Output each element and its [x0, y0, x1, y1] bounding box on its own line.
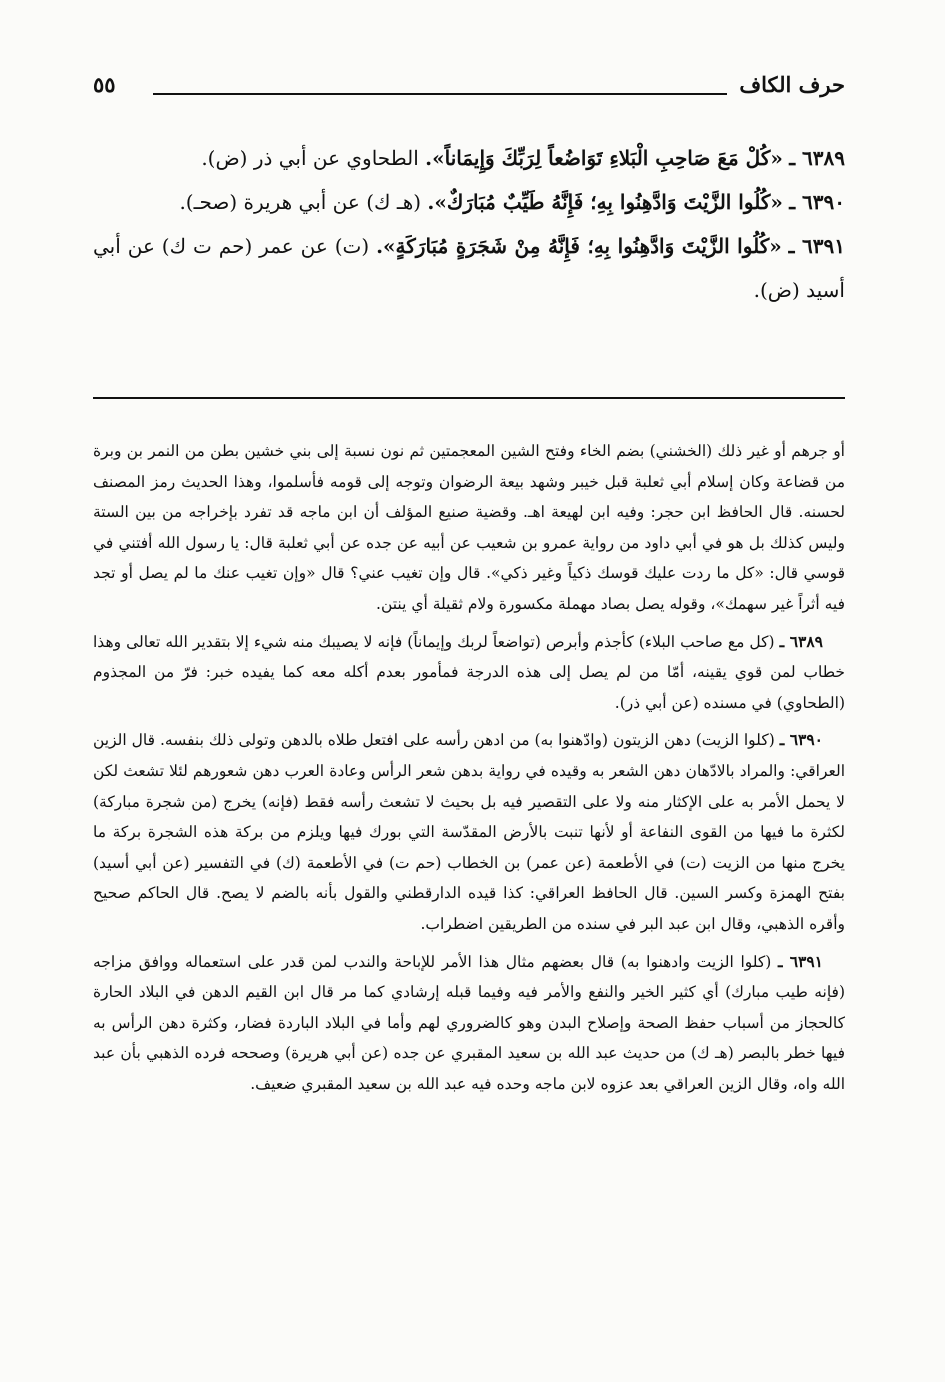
header-rule	[153, 93, 727, 95]
hadith-number: ٦٣٩١ ـ	[788, 234, 846, 258]
hadith-entry	[93, 180, 845, 224]
commentary-text: (كل مع صاحب البلاء) كأجذم وأبرص (تواضعاً لربك وإيماناً) فإنه لا يصيبك منه شيء إلا بتقدير الله تعالى وهذا خطاب لمن قوي يقينه، أمّا من لم يصل إلى هذه الدرجة فمأمور بعدم أكله معه كما يفيده خبر: فرّ من المجذوم (الطحاوي) في مسنده (عن أبي ذر).	[93, 632, 845, 712]
commentary-number: ٦٣٨٩ ـ	[779, 631, 824, 651]
chapter-title: حرف الكاف	[731, 72, 845, 97]
hadith-number: ٦٣٨٩ ـ	[789, 146, 845, 170]
commentary-text: أو جرهم أو غير ذلك (الخشني) بضم الخاء وفتح الشين المعجمتين ثم نون نسبة إلى بني خشين بطن من النمر بن وبرة من قضاعة وكان إسلام أبي ثعلبة قبل خيبر وشهد بيعة الرضوان وتوجه إلى قومه فأسلموا، وهذا الحديث رمز المصنف لحسنه. قال الحافظ ابن حجر: وفيه ابن لهيعة اهـ. وقضية صنيع المؤلف أن ابن ماجه قد تفرد بإخراجه من بين الستة وليس كذلك بل هو في أبي داود من رواية عمرو بن شعيب عن أبيه عن جده عن أبي ثعلبة قال: يا رسول الله أفتني في قوسي قال: «كل ما ردت عليك قوسك ذكياً وغير ذكي». قال وإن تغيب عني؟ قال «وإن تغيب عنك ما لم يصل أو تجد فيه أثراً غير سهمك»، وقوله يصل بصاد مهملة مكسورة ولام ثقيلة أي ينتن.	[93, 442, 845, 613]
hadith-entry	[93, 136, 845, 180]
commentary-number: ٦٣٩١ ـ	[778, 951, 823, 971]
section-divider	[93, 397, 845, 399]
commentary-number: ٦٣٩٠ ـ	[779, 730, 824, 750]
hadith-number: ٦٣٩٠ ـ	[789, 190, 845, 214]
page-number: ٥٥	[93, 72, 116, 97]
hadith-source: (ت) عن عمر (حم ت ك) عن أبي أسيد (ض).	[93, 234, 845, 302]
commentary-paragraph	[93, 947, 845, 1100]
commentary-paragraph	[93, 436, 845, 620]
hadith-list	[93, 136, 845, 312]
commentary-section	[93, 436, 845, 1106]
commentary-text: (كلوا الزيت وادهنوا به) قال بعضهم مثال هذا الأمر للإباحة والندب لمن قدر على استعماله ووافق مزاجه (فإنه طيب مبارك) أي كثير الخير والنفع والأمر فيه وفيما قبله إرشادي كما مر قال ابن القيم الدهن في البلاد الحارة كالحجاز من أسباب حفظ الصحة وإصلاح البدن وهو كالضروري لهم وأما في البلاد الباردة فضار، وكثرة دهن الرأس به فيها خطر بالبصر (هـ ك) من حديث عبد الله بن سعيد المقبري عن جده (عن أبي هريرة) وصححه فرده الذهبي بأن عبد الله واه، وقال الزين العراقي بعد عزوه لابن ماجه وحده فيه عبد الله بن سعيد المقبري ضعيف.	[93, 952, 845, 1093]
hadith-source: (هـ ك) عن أبي هريرة (صحـ).	[179, 190, 422, 214]
hadith-entry	[93, 224, 845, 312]
hadith-text: «كُلْ مَعَ صَاحِبِ الْبَلاءِ تَوَاضُعاً لِرَبِّكَ وَإِيمَاناً».	[425, 146, 783, 170]
hadith-source: الطحاوي عن أبي ذر (ض).	[201, 146, 419, 170]
commentary-paragraph	[93, 627, 845, 719]
page-header	[93, 72, 845, 106]
commentary-paragraph	[93, 725, 845, 939]
hadith-text: «كُلُوا الزَّيْتَ وَادَّهِنُوا بِهِ؛ فَإِنَّهُ مِنْ شَجَرَةٍ مُبَارَكَةٍ».	[376, 234, 782, 258]
commentary-text: (كلوا الزيت) دهن الزيتون (وادّهنوا به) من ادهن رأسه على افتعل طلاه بالدهن وتولى ذلك بنفسه. قال الزين العراقي: والمراد بالادّهان دهن الشعر به وقيده في رواية بدهن شعر الرأس وعادة العرب دهن شعورهم لئلا تشعث لكن لا يحمل الأمر به على الإكثار منه ولا على التقصير فيه بل بحيث لا تشعث رأسه فقط (فإنه) يخرج (من شجرة مباركة) لكثرة ما فيها من القوى النفاعة أو لأنها تنبت بالأرض المقدّسة التي بورك فيها ويلزم من بركة هذه الشجرة بركة ما يخرج منها من الزيت (ت) في الأطعمة (عن عمر) بن الخطاب (حم ت) في الأطعمة (ك) في التفسير (عن أبي أسيد) بفتح الهمزة وكسر السين. قال الحافظ العراقي: كذا قيده الدارقطني والقول بأنه بالضم لا يصح. قال الحاكم صحيح وأقره الذهبي، وقال ابن عبد البر في سنده من الطريقين اضطراب.	[93, 731, 845, 933]
hadith-text: «كُلُوا الزَّيْتَ وَادَّهِنُوا بِهِ؛ فَإِنَّهُ طَيِّبٌ مُبَارَكٌ».	[427, 190, 783, 214]
